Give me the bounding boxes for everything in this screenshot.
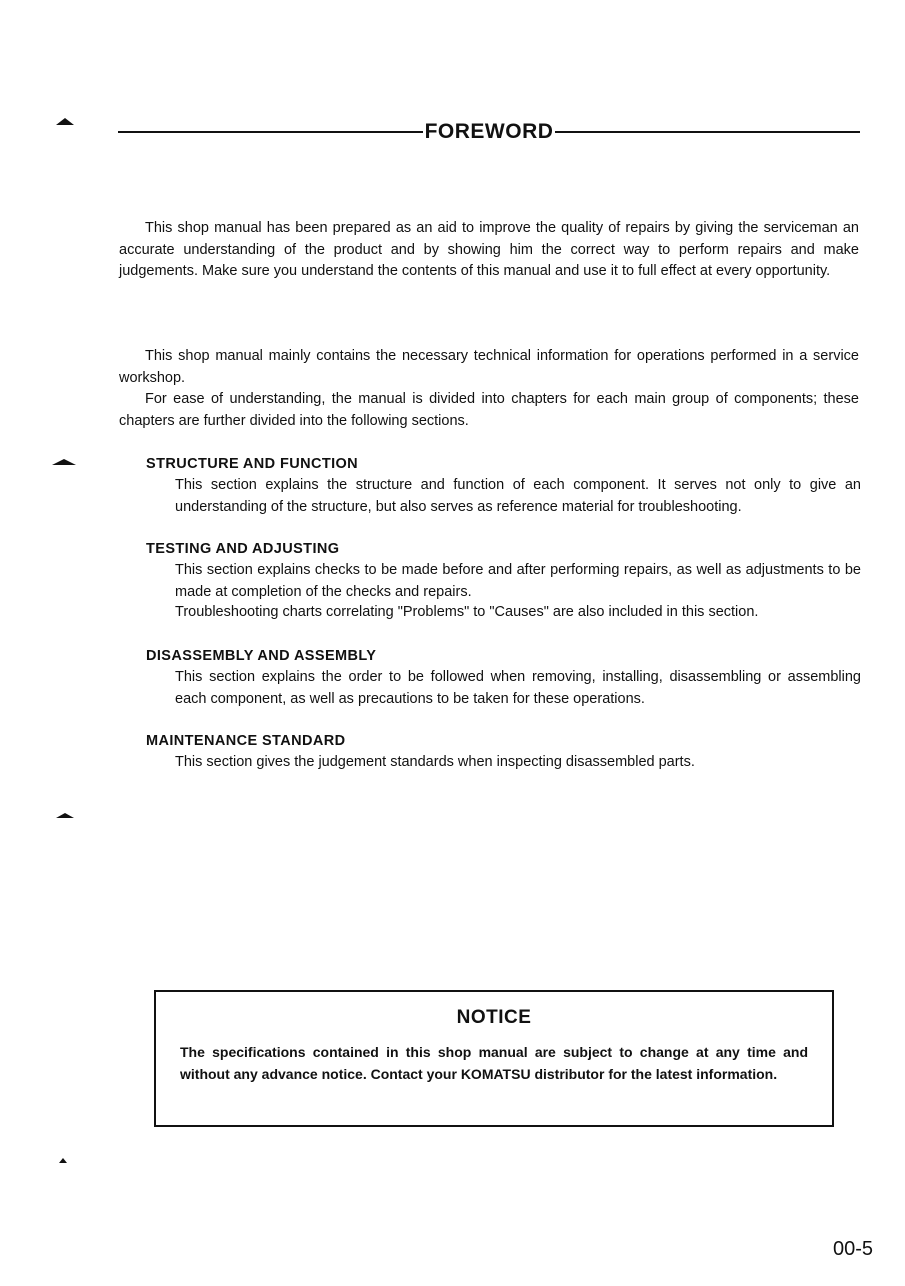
contents-paragraph-1 <box>119 346 859 389</box>
section-heading-disassembly: DISASSEMBLY AND ASSEMBLY <box>146 648 377 664</box>
intro-paragraph <box>119 218 859 283</box>
section-heading-testing: TESTING AND ADJUSTING <box>146 541 340 557</box>
page-title: FOREWORD <box>424 120 554 143</box>
notice-title: NOTICE <box>456 1007 532 1028</box>
contents-text-2: For ease of understanding, the manual is divided into chapters for each main group of components; these chapters are further divided into the following sections. <box>119 391 859 429</box>
margin-mark <box>52 459 76 465</box>
title-rule-right <box>555 131 860 133</box>
notice-box <box>154 990 834 1127</box>
section-body-disassembly: This section explains the order to be followed when removing, installing, disassembling or assembling each component, as well as precautions to be taken for these operations. <box>175 669 861 707</box>
section-body-maintenance: This section gives the judgement standards when inspecting disassembled parts. <box>175 754 695 770</box>
section-heading-maintenance: MAINTENANCE STANDARD <box>146 733 346 749</box>
margin-mark <box>56 118 74 125</box>
title-row <box>118 120 860 144</box>
contents-text-1: This shop manual mainly contains the necessary technical information for operations performed in a service workshop. <box>119 348 859 386</box>
contents-paragraph-2 <box>119 389 859 432</box>
margin-mark <box>56 813 74 818</box>
section-heading-structure: STRUCTURE AND FUNCTION <box>146 456 359 472</box>
page-number: 00-5 <box>832 1238 873 1260</box>
intro-text: This shop manual has been prepared as an aid to improve the quality of repairs by giving the serviceman an accurate understanding of the product and by showing him the correct way to perform repairs and make judgements. Make sure you understand the contents of this manual and use it to full effect at every opportunity. <box>119 220 859 279</box>
margin-mark <box>59 1158 67 1163</box>
notice-text: The specifications contained in this shop manual are subject to change at any time and without any advance notice. Contact your KOMATSU distributor for the latest information. <box>180 1044 808 1082</box>
title-rule-left <box>118 131 423 133</box>
section-body-structure: This section explains the structure and function of each component. It serves not only to give an understanding of the structure, but also serves as reference material for troubleshooting. <box>175 477 861 515</box>
section-body-testing-2: Troubleshooting charts correlating "Problems" to "Causes" are also included in this section. <box>175 604 759 620</box>
section-body-testing: This section explains checks to be made before and after performing repairs, as well as adjustments to be made at completion of the checks and repairs. <box>175 562 861 600</box>
